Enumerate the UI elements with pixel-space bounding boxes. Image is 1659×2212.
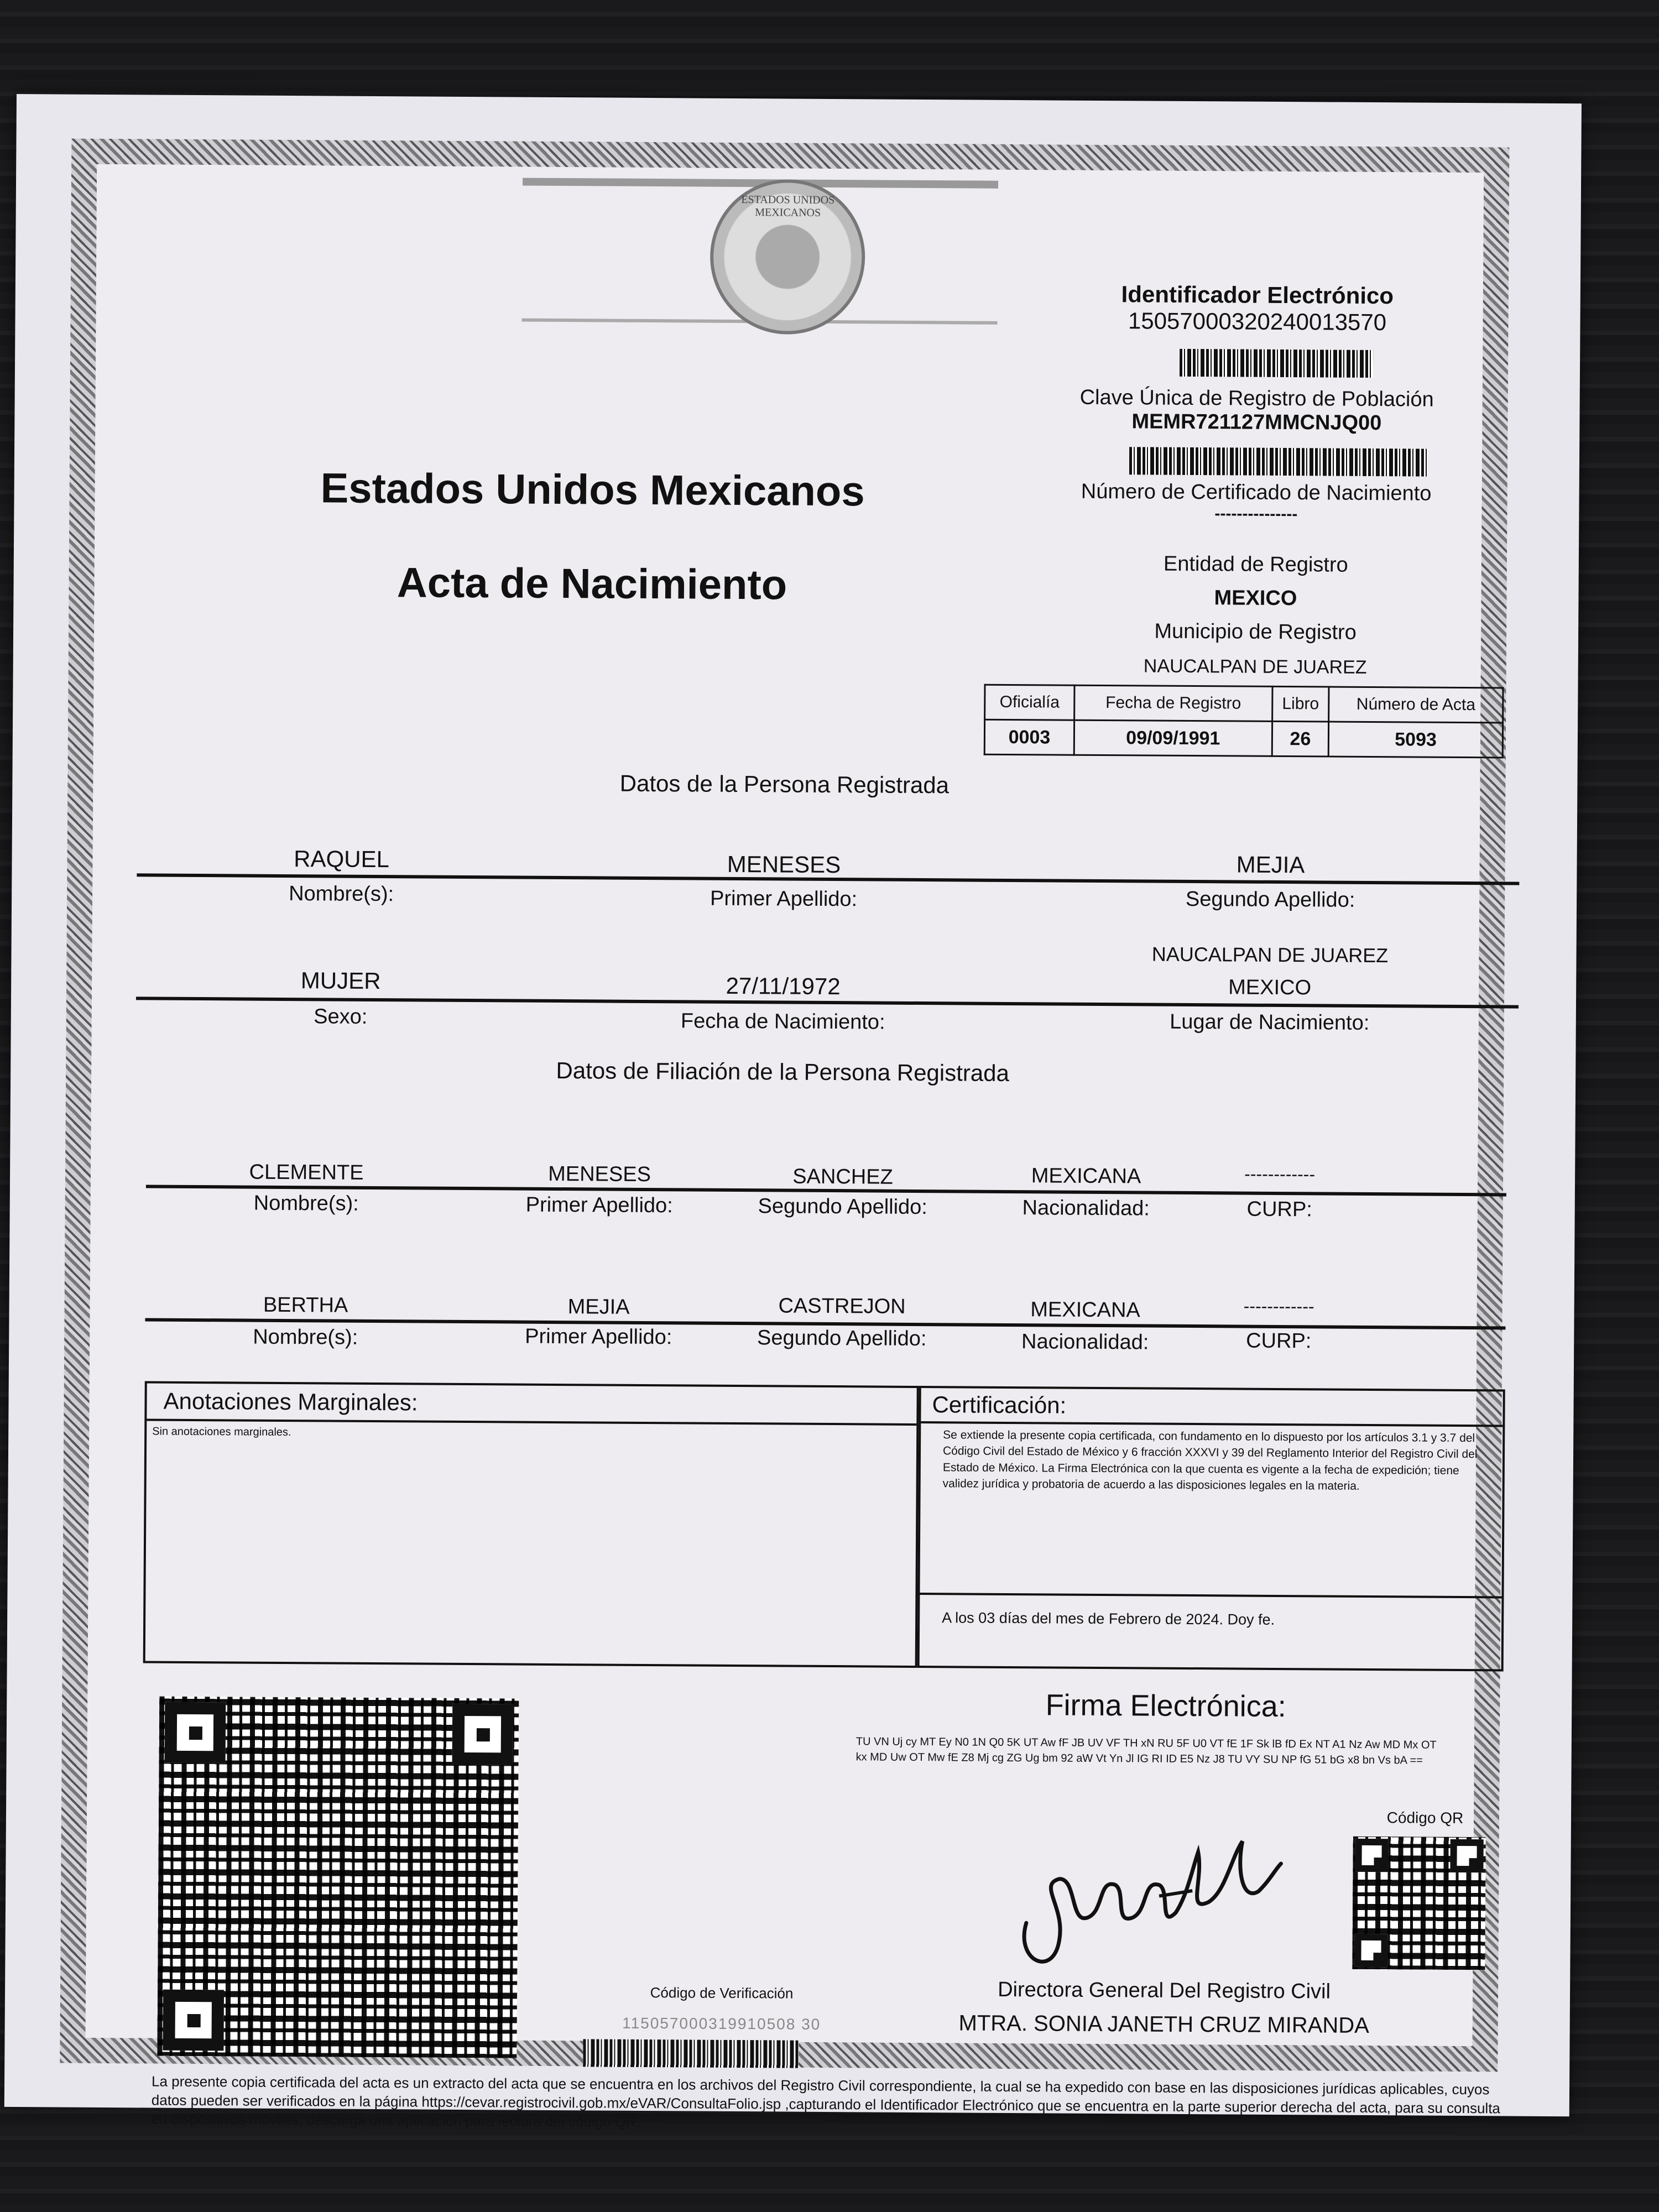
registry-header-oficialia: Oficialía <box>985 685 1074 720</box>
birth-certificate <box>4 94 1582 2130</box>
person-first-name: RAQUEL <box>294 846 390 873</box>
electronic-signature-hash: TU VN Uj cy MT Ey N0 1N Q0 5K UT Aw fF JB UV VF TH xN RU 5F U0 VT fE 1F Sk lB fD Ex NT A1 Nz Aw MD Mx OT kx MD Uw OT Mw fE Z8 Mj cg ZG Ug bm 92 aW Vt Yn Jl IG RI ID E5 Nz J8 TU VY SU NP fG 51 bG x8 bn Vs bA == <box>855 1735 1437 1767</box>
marginal-annotations-title: Anotaciones Marginales: <box>147 1383 916 1426</box>
registry-header-libro: Libro <box>1272 686 1329 722</box>
person-second-surname-label: Segundo Apellido: <box>1185 887 1355 912</box>
qr-finder-top-left <box>165 1702 226 1764</box>
father-curp-label: CURP: <box>1246 1197 1312 1222</box>
signature-qr-code[interactable] <box>1352 1837 1485 1970</box>
curp-barcode <box>1129 447 1428 476</box>
entity-value: MEXICO <box>1214 586 1297 611</box>
father-second-surname-label: Segundo Apellido: <box>758 1194 928 1219</box>
qr-code-label: Código QR <box>1386 1809 1464 1827</box>
person-sex-label: Sexo: <box>314 1005 368 1029</box>
curp-label: Clave Única de Registro de Población <box>1079 385 1434 411</box>
registry-header-fecha: Fecha de Registro <box>1074 685 1272 721</box>
father-nationality-label: Nacionalidad: <box>1022 1196 1150 1220</box>
municipality-label: Municipio de Registro <box>1154 619 1357 644</box>
verification-barcode <box>583 2039 799 2068</box>
marginal-annotations-text: Sin anotaciones marginales. <box>152 1425 291 1439</box>
certificate-body <box>86 164 1501 2130</box>
electronic-id-value: 15057000320240013570 <box>1128 307 1387 336</box>
registry-value-acta: 5093 <box>1328 722 1503 758</box>
document-title: Acta de Nacimiento <box>397 559 787 609</box>
qr-finder-top-right <box>452 1704 514 1765</box>
seal-text: ESTADOS UNIDOS MEXICANOS <box>741 194 835 219</box>
qr-finder-bottom-left <box>163 1990 224 2051</box>
person-birth-date-label: Fecha de Nacimiento: <box>680 1009 885 1034</box>
signer-title: Directora General Del Registro Civil <box>998 1978 1331 2004</box>
mother-first-surname: MEJIA <box>567 1295 630 1319</box>
person-first-name-label: Nombre(s): <box>289 882 394 906</box>
registry-value-oficialia: 0003 <box>984 719 1074 755</box>
small-qr-finder-top-right <box>1450 1839 1483 1872</box>
handwritten-signature <box>993 1818 1303 1985</box>
mother-first-name-label: Nombre(s): <box>253 1325 358 1349</box>
certification-box <box>917 1386 1505 1671</box>
national-seal-icon <box>709 179 865 335</box>
mother-curp: ------------ <box>1243 1296 1314 1317</box>
mother-nationality-label: Nacionalidad: <box>1021 1330 1149 1354</box>
registry-header-acta: Número de Acta <box>1329 687 1503 723</box>
person-first-surname-label: Primer Apellido: <box>709 886 858 911</box>
birthplace-state: MEXICO <box>1228 975 1312 1000</box>
electronic-id-barcode <box>1180 349 1373 378</box>
registry-table <box>984 684 1504 759</box>
mother-first-name: BERTHA <box>263 1293 348 1317</box>
verification-code-label: Código de Verificación <box>650 1984 794 2002</box>
curp-block <box>1057 386 1456 436</box>
person-second-surname: MEJIA <box>1236 851 1305 878</box>
registry-value-libro: 26 <box>1272 721 1329 757</box>
father-second-surname: SANCHEZ <box>792 1165 893 1189</box>
father-first-name: CLEMENTE <box>249 1160 364 1185</box>
person-sex: MUJER <box>300 967 381 994</box>
small-qr-finder-top-left <box>1355 1839 1388 1872</box>
mother-second-surname: CASTREJON <box>778 1294 906 1318</box>
person-first-surname: MENESES <box>727 851 841 878</box>
legal-footer-text: La presente copia certificada del acta es un extracto del acta que se encuentra en los archivos del Registro Civil correspondiente, la cual se ha expedido con base en las disposiciones jurídicas aplicables, cuyos datos pueden ser verificados en la página https://cevar.registrocivil.gob.mx/eVAR/ConsultaFolio.jsp ,capturando el Identificador Electrónico que se encuentra en la parte superior derecha del acta, para su consulta en dispositivos móviles, descarga una aplicación para lectura del código QR. <box>151 2073 1501 2130</box>
birthplace-label: Lugar de Nacimiento: <box>1170 1010 1370 1035</box>
mother-first-surname-label: Primer Apellido: <box>525 1324 672 1349</box>
entity-label: Entidad de Registro <box>1163 552 1348 577</box>
person-section-title: Datos de la Persona Registrada <box>619 770 950 799</box>
country-title: Estados Unidos Mexicanos <box>320 465 865 515</box>
father-first-surname-label: Primer Apellido: <box>525 1193 673 1218</box>
signer-name: MTRA. SONIA JANETH CRUZ MIRANDA <box>958 2011 1369 2038</box>
father-nationality: MEXICANA <box>1031 1164 1141 1188</box>
person-birth-date: 27/11/1972 <box>726 972 841 1000</box>
electronic-signature-title: Firma Electrónica: <box>1045 1688 1286 1724</box>
certification-divider <box>920 1593 1501 1598</box>
registry-location-block <box>1056 552 1455 679</box>
certification-title: Certificación: <box>921 1388 1503 1427</box>
certification-date: A los 03 días del mes de Febrero de 2024. Doy fe. <box>942 1609 1275 1628</box>
mother-nationality: MEXICANA <box>1030 1298 1140 1322</box>
father-first-surname: MENESES <box>548 1162 651 1187</box>
identifiers-block <box>1058 281 1457 336</box>
certification-text: Se extiende la presente copia certificada, con fundamento en lo dispuesto por los artículos 3.1 y 3.7 del Código Civil del Estado de México y 6 fracción XXXVI y 39 del Reglamento Interior del Registro Civil del Estado de México. La Firma Electrónica con la que cuenta es vigente a la fecha de expedición; tiene validez jurídica y probatoria de acuerdo a las disposiciones legales en la materia. <box>942 1428 1478 1493</box>
certificate-number-value: --------------- <box>1214 504 1298 524</box>
filiation-section-title: Datos de Filiación de la Persona Registrada <box>556 1057 1010 1086</box>
certificate-number-block <box>1057 480 1455 525</box>
municipality-value: NAUCALPAN DE JUAREZ <box>1143 655 1367 678</box>
small-qr-finder-bottom-left <box>1354 1934 1387 1967</box>
father-first-name-label: Nombre(s): <box>253 1191 359 1215</box>
birthplace-municipality: NAUCALPAN DE JUAREZ <box>1151 942 1389 967</box>
marginal-annotations-box <box>143 1381 919 1668</box>
father-curp: ------------ <box>1244 1164 1316 1185</box>
registry-value-fecha: 09/09/1991 <box>1074 720 1272 756</box>
verification-qr-code[interactable] <box>157 1697 519 2058</box>
curp-value: MEMR721127MMCNJQ00 <box>1131 410 1382 435</box>
verification-code-value: 115057000319910508 30 <box>622 2014 821 2033</box>
mother-curp-label: CURP: <box>1246 1329 1312 1353</box>
electronic-id-label: Identificador Electrónico <box>1121 281 1394 309</box>
mother-second-surname-label: Segundo Apellido: <box>757 1326 927 1351</box>
certificate-number-label: Número de Certificado de Nacimiento <box>1081 479 1432 505</box>
